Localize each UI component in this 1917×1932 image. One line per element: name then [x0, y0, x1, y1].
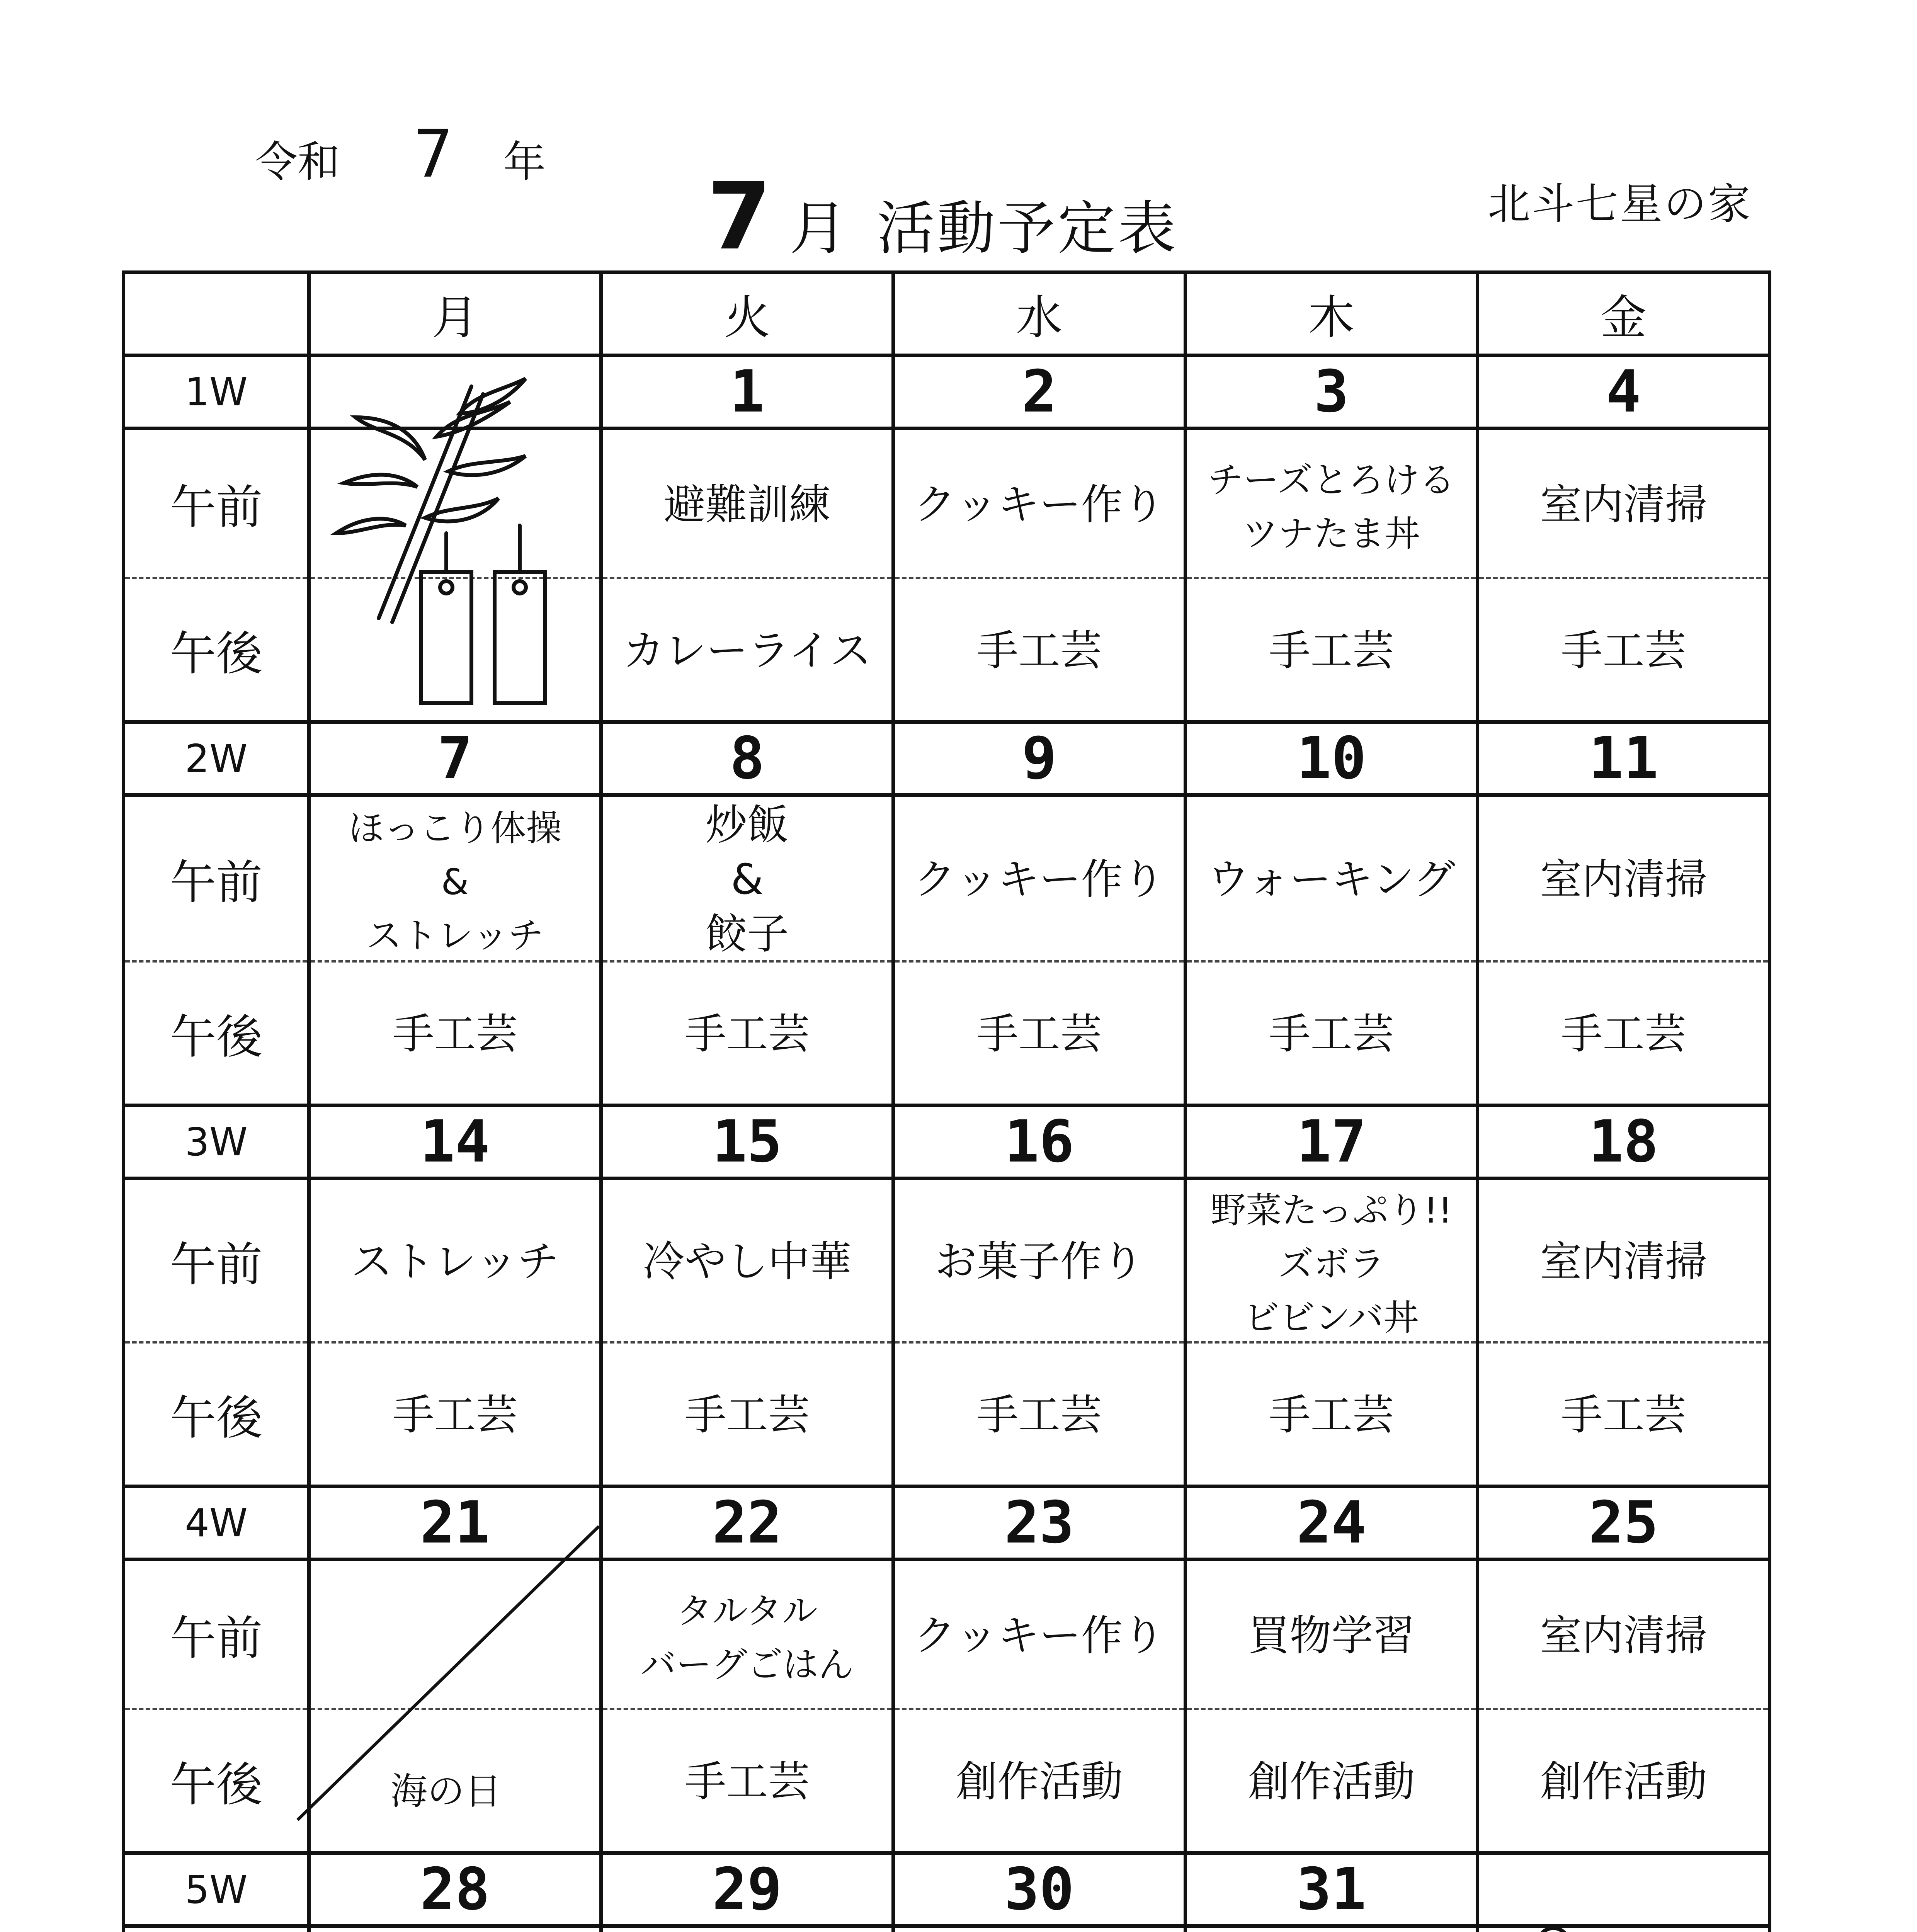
date-cell	[893, 1853, 1186, 1926]
weekday-header: 木	[1186, 272, 1478, 355]
morning-activity	[309, 1926, 601, 1932]
morning-row	[124, 795, 1770, 962]
date-cell	[1186, 1486, 1478, 1560]
afternoon-activity	[1186, 961, 1478, 1105]
morning-activity-text: クッキー作り	[914, 480, 1165, 529]
morning-activity	[601, 795, 893, 962]
period-label: 午後	[124, 1342, 309, 1486]
holiday-label: 海の日	[390, 1770, 502, 1813]
afternoon-row	[124, 961, 1770, 1105]
date-cell	[1478, 722, 1770, 795]
date-cell	[601, 1105, 893, 1179]
date-cell-text: 29	[712, 1856, 782, 1923]
weekday-header: 金	[1478, 272, 1770, 355]
afternoon-activity	[1478, 961, 1770, 1105]
date-cell	[1186, 722, 1478, 795]
week-row	[124, 1105, 1770, 1179]
date-cell	[601, 355, 893, 429]
weekday-header-row	[124, 272, 1770, 355]
afternoon-activity-text: 手工芸	[1561, 1391, 1686, 1439]
afternoon-activity	[1478, 578, 1770, 722]
week-label: 1W	[124, 355, 309, 429]
orihime-hikoboshi-icon	[1476, 1913, 1770, 1932]
date-cell	[1478, 1105, 1770, 1179]
date-cell-text: 28	[420, 1856, 490, 1923]
period-label: 午後	[124, 1709, 309, 1853]
date-cell-text: 14	[420, 1108, 490, 1175]
period-label: 午前	[124, 1560, 309, 1709]
date-cell-text: 15	[712, 1108, 782, 1175]
afternoon-activity-text: 手工芸	[1269, 1391, 1394, 1439]
morning-activity	[601, 1560, 893, 1709]
organization-name: 北斗七星の家	[1488, 179, 1752, 229]
afternoon-activity-text: 創作活動	[1248, 1758, 1415, 1806]
week-label: 5W	[124, 1853, 309, 1926]
morning-activity-text: クッキー作り	[914, 1611, 1165, 1660]
morning-activity-text: お菓子作り	[935, 1238, 1144, 1286]
date-cell-text: 7	[437, 725, 473, 792]
date-cell-text: 16	[1004, 1108, 1074, 1175]
month-number: 7	[707, 162, 774, 270]
date-cell	[1186, 355, 1478, 429]
year-number: 7	[413, 116, 453, 192]
morning-activity	[1478, 795, 1770, 962]
date-cell-text: 1	[730, 358, 765, 425]
weekday-header: 月	[309, 272, 601, 355]
morning-activity-text: 冷やし中華	[643, 1238, 852, 1286]
date-cell-text: 4	[1606, 358, 1641, 425]
week-row	[124, 722, 1770, 795]
date-cell-text: 10	[1296, 725, 1366, 792]
date-cell-text: 25	[1589, 1489, 1658, 1556]
morning-activity-text: 室内清掃	[1540, 480, 1707, 529]
title-text: 活動予定表	[877, 195, 1179, 262]
afternoon-row	[124, 1342, 1770, 1486]
morning-activity	[893, 1560, 1186, 1709]
morning-activity-text: 室内清掃	[1540, 1238, 1707, 1286]
morning-activity	[893, 429, 1186, 578]
date-cell-text: 2	[1022, 358, 1057, 425]
morning-activity	[1478, 429, 1770, 578]
date-cell	[893, 1105, 1186, 1179]
morning-activity	[1478, 1560, 1770, 1709]
date-cell	[1478, 1486, 1770, 1560]
period-label: 午前	[124, 795, 309, 962]
week-label: 2W	[124, 722, 309, 795]
weekday-header: 火	[601, 272, 893, 355]
week-label: 3W	[124, 1105, 309, 1179]
morning-activity	[309, 795, 601, 962]
date-cell	[1478, 355, 1770, 429]
afternoon-activity-text: 創作活動	[1540, 1758, 1707, 1806]
morning-activity	[601, 429, 893, 578]
morning-activity	[893, 1179, 1186, 1343]
afternoon-activity	[1478, 1709, 1770, 1853]
afternoon-activity-text: 手工芸	[1269, 1010, 1394, 1058]
date-cell-text: 24	[1296, 1489, 1366, 1556]
date-cell	[309, 1105, 601, 1179]
afternoon-activity-text: 手工芸	[392, 1391, 518, 1439]
afternoon-activity	[601, 578, 893, 722]
date-cell	[601, 1853, 893, 1926]
period-label: 午後	[124, 961, 309, 1105]
morning-activity	[1478, 1179, 1770, 1343]
afternoon-activity	[893, 961, 1186, 1105]
morning-activity-text: 炒飯 & 餃子	[705, 801, 789, 958]
afternoon-activity-text: 手工芸	[684, 1391, 810, 1439]
morning-activity-text: タルタル バーグごはん	[640, 1590, 854, 1685]
date-cell-text: 18	[1589, 1108, 1658, 1175]
morning-activity	[601, 1179, 893, 1343]
afternoon-activity	[1186, 1709, 1478, 1853]
afternoon-activity-text: 手工芸	[976, 627, 1102, 675]
afternoon-activity-text: 創作活動	[956, 1758, 1123, 1806]
date-cell-text: 9	[1022, 725, 1057, 792]
date-cell-text: 31	[1296, 1856, 1366, 1923]
page-title	[707, 162, 1178, 270]
morning-activity-text: ストレッチ	[351, 1238, 559, 1286]
date-cell	[893, 355, 1186, 429]
morning-activity-text: ほっこり体操 & ストレッチ	[348, 808, 562, 956]
afternoon-activity-text: 手工芸	[1561, 627, 1686, 675]
date-cell-text: 21	[420, 1489, 490, 1556]
morning-activity	[1186, 429, 1478, 578]
date-cell	[893, 722, 1186, 795]
morning-activity	[893, 1926, 1186, 1932]
afternoon-activity-text: 手工芸	[1561, 1010, 1686, 1058]
afternoon-activity	[601, 1342, 893, 1486]
morning-activity	[1186, 1926, 1478, 1932]
afternoon-activity-text: 手工芸	[684, 1758, 810, 1806]
morning-activity	[1186, 1560, 1478, 1709]
date-cell-text: 8	[730, 725, 765, 792]
afternoon-activity-text: 手工芸	[1269, 627, 1394, 675]
afternoon-activity	[893, 1342, 1186, 1486]
afternoon-activity	[601, 1709, 893, 1853]
morning-activity	[893, 795, 1186, 962]
morning-activity-text: 買物学習	[1248, 1611, 1415, 1660]
afternoon-activity	[309, 961, 601, 1105]
date-cell	[893, 1486, 1186, 1560]
afternoon-activity-text: 手工芸	[392, 1010, 518, 1058]
date-cell	[601, 722, 893, 795]
month-unit: 月	[789, 195, 850, 262]
afternoon-activity	[1186, 1342, 1478, 1486]
morning-activity-text: クッキー作り	[914, 855, 1165, 904]
date-cell-text: 17	[1296, 1108, 1366, 1175]
date-cell-text: 11	[1589, 725, 1658, 792]
week-label: 4W	[124, 1486, 309, 1560]
period-label: 午後	[124, 578, 309, 722]
date-cell	[1186, 1853, 1478, 1926]
morning-activity-text: チーズとろける ツナたま丼	[1208, 459, 1455, 554]
date-cell-text: 3	[1314, 358, 1349, 425]
afternoon-activity-text: 手工芸	[976, 1391, 1102, 1439]
afternoon-activity-text: カレーライス	[623, 627, 872, 675]
date-cell-text: 22	[712, 1489, 782, 1556]
date-cell-text: 23	[1004, 1489, 1074, 1556]
year-unit: 年	[503, 137, 546, 187]
date-cell	[309, 722, 601, 795]
period-label	[124, 1926, 309, 1932]
afternoon-activity-text: 手工芸	[976, 1010, 1102, 1058]
date-cell	[309, 1853, 601, 1926]
afternoon-activity	[309, 1342, 601, 1486]
morning-activity-text: 避難訓練	[663, 480, 831, 529]
period-label: 午前	[124, 1179, 309, 1343]
morning-row	[124, 1179, 1770, 1343]
era-year	[255, 116, 546, 192]
morning-activity-text: 室内清掃	[1540, 855, 1707, 904]
morning-activity	[1186, 795, 1478, 962]
morning-activity-text: ウォーキング	[1208, 855, 1455, 904]
afternoon-activity-text: 手工芸	[684, 1010, 810, 1058]
morning-activity-text: 野菜たっぷり!! ズボラ ビビンバ丼	[1210, 1190, 1453, 1338]
afternoon-activity	[1478, 1342, 1770, 1486]
period-label: 午前	[124, 429, 309, 578]
morning-activity	[309, 1179, 601, 1343]
afternoon-activity	[601, 961, 893, 1105]
afternoon-activity	[893, 578, 1186, 722]
morning-activity	[601, 1926, 893, 1932]
date-cell	[601, 1486, 893, 1560]
date-cell	[1186, 1105, 1478, 1179]
bamboo-tanabata-icon	[309, 371, 587, 711]
corner-cell	[124, 272, 309, 355]
era-label: 令和	[255, 137, 340, 187]
afternoon-activity	[1186, 578, 1478, 722]
afternoon-activity	[893, 1709, 1186, 1853]
morning-activity	[1186, 1179, 1478, 1343]
morning-activity-text: 室内清掃	[1540, 1611, 1707, 1660]
date-cell-text: 30	[1004, 1856, 1074, 1923]
weekday-header: 水	[893, 272, 1186, 355]
